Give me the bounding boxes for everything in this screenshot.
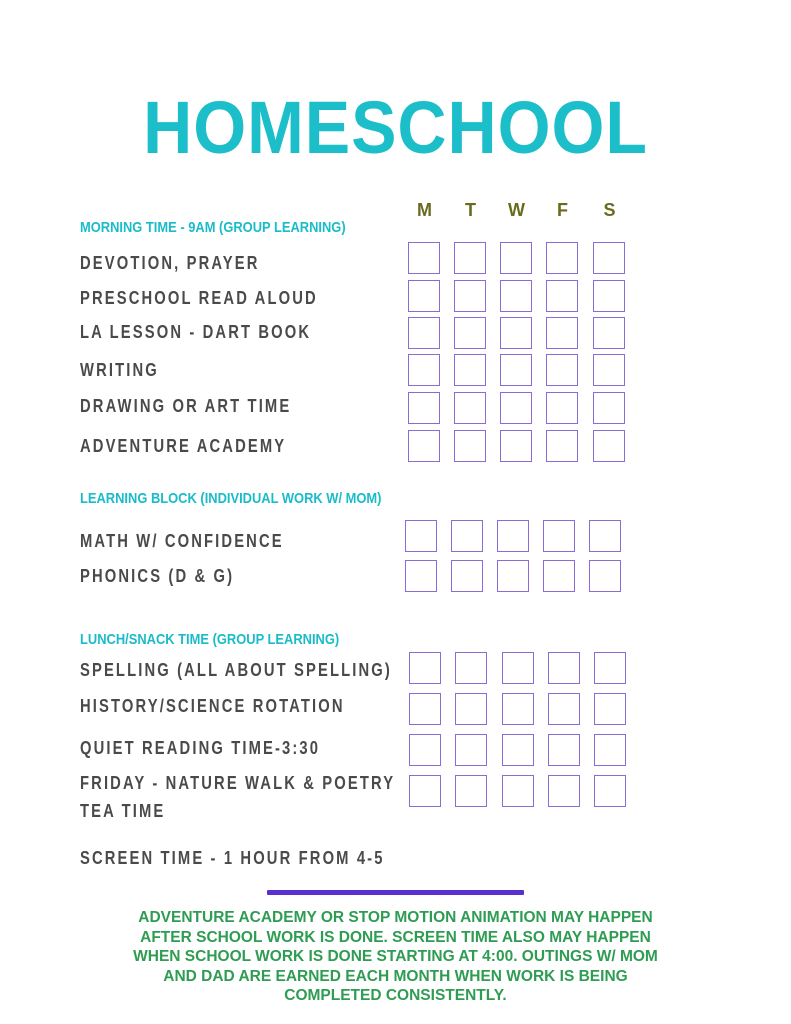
page-title: HOMESCHOOL	[143, 86, 648, 169]
checkbox-t[interactable]	[451, 520, 483, 552]
footer-note-line: COMPLETED CONSISTENTLY.	[284, 987, 507, 1004]
checkbox-w[interactable]	[500, 317, 532, 349]
checkbox-m[interactable]	[405, 520, 437, 552]
checkbox-m[interactable]	[409, 652, 441, 684]
task-label: DRAWING OR ART TIME	[80, 396, 292, 416]
task-label: MATH W/ CONFIDENCE	[80, 531, 284, 551]
section-heading-lunch: LUNCH/SNACK TIME (GROUP LEARNING)	[80, 631, 340, 648]
task-label: PRESCHOOL READ ALOUD	[80, 288, 318, 308]
checkbox-s[interactable]	[594, 652, 626, 684]
checkbox-m[interactable]	[409, 693, 441, 725]
checkbox-f[interactable]	[546, 354, 578, 386]
checkbox-w[interactable]	[497, 560, 529, 592]
section-heading-morning: MORNING TIME - 9AM (GROUP LEARNING)	[80, 219, 346, 236]
checkbox-m[interactable]	[405, 560, 437, 592]
checkbox-t[interactable]	[454, 392, 486, 424]
footer-note-line: AND DAD ARE EARNED EACH MONTH WHEN WORK IS BEING	[163, 967, 628, 985]
day-header-saturday: S	[603, 200, 616, 220]
checkbox-m[interactable]	[408, 242, 440, 274]
task-label: SPELLING (ALL ABOUT SPELLING)	[80, 660, 392, 680]
checkbox-w[interactable]	[502, 775, 534, 807]
checkbox-m[interactable]	[408, 354, 440, 386]
checkbox-w[interactable]	[497, 520, 529, 552]
checkbox-s[interactable]	[594, 734, 626, 766]
checkbox-f[interactable]	[546, 392, 578, 424]
checkbox-m[interactable]	[408, 430, 440, 462]
checkbox-f[interactable]	[546, 430, 578, 462]
checkbox-f[interactable]	[548, 652, 580, 684]
checkbox-t[interactable]	[454, 354, 486, 386]
checkbox-f[interactable]	[548, 734, 580, 766]
checkbox-s[interactable]	[593, 242, 625, 274]
checkbox-f[interactable]	[546, 317, 578, 349]
footer-note	[60, 908, 731, 1006]
checkbox-t[interactable]	[455, 775, 487, 807]
day-header-friday: F	[557, 200, 568, 220]
task-label: HISTORY/SCIENCE ROTATION	[80, 696, 345, 716]
screen-time-label: SCREEN TIME - 1 HOUR FROM 4-5	[80, 848, 385, 868]
task-label: FRIDAY - NATURE WALK & POETRY	[80, 773, 396, 793]
checkbox-t[interactable]	[455, 693, 487, 725]
checkbox-f[interactable]	[548, 693, 580, 725]
checkbox-t[interactable]	[455, 652, 487, 684]
checkbox-s[interactable]	[593, 354, 625, 386]
task-label: WRITING	[80, 360, 159, 380]
checkbox-s[interactable]	[593, 392, 625, 424]
checkbox-w[interactable]	[502, 693, 534, 725]
day-header-monday: M	[417, 200, 432, 220]
day-header-tuesday: T	[465, 200, 476, 220]
checkbox-m[interactable]	[409, 775, 441, 807]
checkbox-w[interactable]	[500, 430, 532, 462]
checkbox-m[interactable]	[409, 734, 441, 766]
checkbox-f[interactable]	[546, 242, 578, 274]
checkbox-f[interactable]	[548, 775, 580, 807]
task-label: DEVOTION, PRAYER	[80, 253, 260, 273]
checkbox-s[interactable]	[593, 280, 625, 312]
divider-line	[267, 890, 524, 895]
checkbox-s[interactable]	[589, 520, 621, 552]
checkbox-w[interactable]	[500, 354, 532, 386]
checkbox-t[interactable]	[454, 242, 486, 274]
checkbox-s[interactable]	[594, 775, 626, 807]
checkbox-t[interactable]	[455, 734, 487, 766]
footer-note-line: ADVENTURE ACADEMY OR STOP MOTION ANIMATION MAY HAPPEN	[138, 909, 653, 926]
checkbox-t[interactable]	[454, 280, 486, 312]
task-label: LA LESSON - DART BOOK	[80, 322, 312, 342]
checkbox-f[interactable]	[543, 520, 575, 552]
checkbox-s[interactable]	[589, 560, 621, 592]
checkbox-t[interactable]	[454, 430, 486, 462]
checkbox-f[interactable]	[543, 560, 575, 592]
task-label: ADVENTURE ACADEMY	[80, 436, 287, 456]
task-label: QUIET READING TIME-3:30	[80, 738, 321, 758]
day-header-wednesday: W	[508, 200, 525, 220]
checkbox-m[interactable]	[408, 280, 440, 312]
checkbox-w[interactable]	[500, 280, 532, 312]
checkbox-s[interactable]	[594, 693, 626, 725]
section-heading-learning-block: LEARNING BLOCK (INDIVIDUAL WORK W/ MOM)	[80, 490, 382, 507]
checkbox-t[interactable]	[451, 560, 483, 592]
task-label: TEA TIME	[80, 801, 166, 821]
checkbox-w[interactable]	[502, 734, 534, 766]
checkbox-w[interactable]	[500, 242, 532, 274]
checkbox-w[interactable]	[500, 392, 532, 424]
checkbox-f[interactable]	[546, 280, 578, 312]
checkbox-s[interactable]	[593, 317, 625, 349]
checkbox-s[interactable]	[593, 430, 625, 462]
checkbox-m[interactable]	[408, 317, 440, 349]
task-label: PHONICS (D & G)	[80, 566, 235, 586]
checkbox-t[interactable]	[454, 317, 486, 349]
footer-note-line: WHEN SCHOOL WORK IS DONE STARTING AT 4:00. OUTINGS W/ MOM	[133, 948, 658, 965]
checkbox-w[interactable]	[502, 652, 534, 684]
footer-note-line: AFTER SCHOOL WORK IS DONE. SCREEN TIME ALSO MAY HAPPEN	[140, 928, 651, 946]
checkbox-m[interactable]	[408, 392, 440, 424]
